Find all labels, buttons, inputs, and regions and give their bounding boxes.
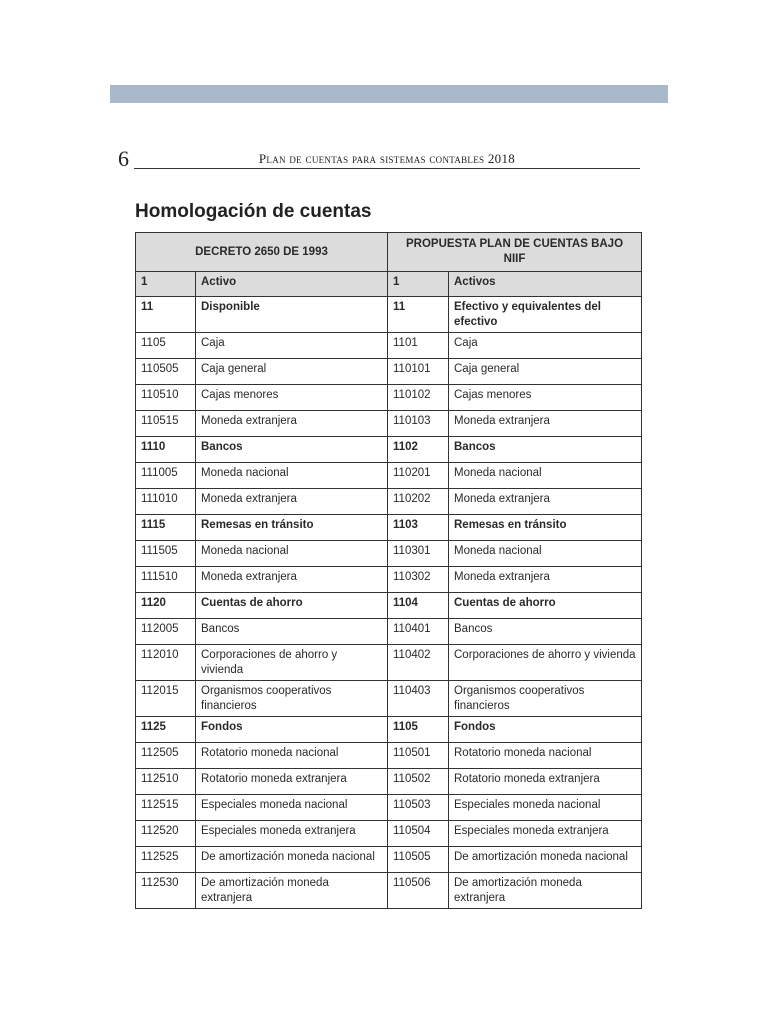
cell-name-right: De amortización moneda extranjera: [449, 873, 642, 909]
cell-name-right: Bancos: [449, 619, 642, 645]
cell-name-left: Moneda nacional: [196, 541, 388, 567]
cell-code-left: 112505: [136, 743, 196, 769]
cell-name-left: Cuentas de ahorro: [196, 593, 388, 619]
cell-code-right: 110202: [388, 489, 449, 515]
cell-code-right: 110503: [388, 795, 449, 821]
table-row: [136, 795, 642, 821]
cell-code-left: 11: [136, 297, 196, 333]
cell-code-right: 1105: [388, 717, 449, 743]
table-row: [136, 717, 642, 743]
table-row: [136, 645, 642, 681]
cell-code-left: 111010: [136, 489, 196, 515]
table-row: [136, 769, 642, 795]
table-row: [136, 359, 642, 385]
cell-name-right: Efectivo y equivalentes del efectivo: [449, 297, 642, 333]
cell-name-left: Cajas menores: [196, 385, 388, 411]
cell-code-right: 110502: [388, 769, 449, 795]
table-row: [136, 515, 642, 541]
cell-name-left: Caja: [196, 333, 388, 359]
header-propuesta-niif: PROPUESTA PLAN DE CUENTAS BAJO NIIF: [388, 233, 642, 272]
table-subheader-row: [136, 272, 642, 297]
table-row: [136, 593, 642, 619]
cell-code-left: 111510: [136, 567, 196, 593]
table-row: [136, 411, 642, 437]
cell-name-right: Moneda nacional: [449, 463, 642, 489]
cell-code-left: 110510: [136, 385, 196, 411]
cell-code-right: 11: [388, 297, 449, 333]
cell-name-right: Caja general: [449, 359, 642, 385]
cell-code-right: 110504: [388, 821, 449, 847]
cell-code-right: 110402: [388, 645, 449, 681]
cell-name-right: Organismos cooperativos financieros: [449, 681, 642, 717]
cell-code-left: 111505: [136, 541, 196, 567]
cell-code-left: 112520: [136, 821, 196, 847]
cell-code-right: 1104: [388, 593, 449, 619]
cell-name-left: Moneda extranjera: [196, 411, 388, 437]
running-head-rule: [134, 168, 640, 169]
cell-code-left: 112010: [136, 645, 196, 681]
subheader-name-left: Activo: [196, 272, 388, 297]
cell-name-left: Organismos cooperativos financieros: [196, 681, 388, 717]
cell-code-left: 1110: [136, 437, 196, 463]
cell-name-left: Rotatorio moneda extranjera: [196, 769, 388, 795]
running-head: [118, 147, 640, 171]
cell-code-left: 112525: [136, 847, 196, 873]
section-title: Homologación de cuentas: [135, 201, 372, 222]
cell-code-left: 112005: [136, 619, 196, 645]
table-row: [136, 681, 642, 717]
cell-name-right: Moneda extranjera: [449, 411, 642, 437]
cell-name-right: Moneda nacional: [449, 541, 642, 567]
cell-code-right: 1101: [388, 333, 449, 359]
table-row: [136, 619, 642, 645]
cell-name-left: Disponible: [196, 297, 388, 333]
cell-name-left: De amortización moneda extranjera: [196, 873, 388, 909]
cell-name-left: Moneda nacional: [196, 463, 388, 489]
cell-code-left: 1105: [136, 333, 196, 359]
cell-code-right: 110101: [388, 359, 449, 385]
cell-code-left: 1120: [136, 593, 196, 619]
cell-code-right: 110302: [388, 567, 449, 593]
cell-name-left: Caja general: [196, 359, 388, 385]
cell-code-left: 1115: [136, 515, 196, 541]
cell-code-left: 112530: [136, 873, 196, 909]
cell-code-right: 110505: [388, 847, 449, 873]
table-row: [136, 873, 642, 909]
table-row: [136, 821, 642, 847]
cell-name-right: Fondos: [449, 717, 642, 743]
cell-name-left: Remesas en tránsito: [196, 515, 388, 541]
cell-code-right: 1102: [388, 437, 449, 463]
cell-name-right: Especiales moneda extranjera: [449, 821, 642, 847]
cell-name-right: Rotatorio moneda nacional: [449, 743, 642, 769]
running-head-title: Plan de cuentas para sistemas contables 2018: [258, 151, 516, 166]
table-row: [136, 463, 642, 489]
table-row: [136, 437, 642, 463]
table-row: [136, 567, 642, 593]
table-row: [136, 385, 642, 411]
table-row: [136, 743, 642, 769]
cell-name-right: Caja: [449, 333, 642, 359]
cell-name-left: Fondos: [196, 717, 388, 743]
subheader-code-right: 1: [388, 272, 449, 297]
header-decreto: DECRETO 2650 DE 1993: [136, 233, 388, 272]
cell-code-left: 112515: [136, 795, 196, 821]
cell-name-right: Cajas menores: [449, 385, 642, 411]
cell-name-right: De amortización moneda nacional: [449, 847, 642, 873]
cell-name-left: Bancos: [196, 619, 388, 645]
table-row: [136, 541, 642, 567]
cell-name-right: Especiales moneda nacional: [449, 795, 642, 821]
cell-name-left: Rotatorio moneda nacional: [196, 743, 388, 769]
cell-code-right: 110401: [388, 619, 449, 645]
cell-name-right: Rotatorio moneda extranjera: [449, 769, 642, 795]
cell-code-right: 110201: [388, 463, 449, 489]
cell-code-left: 110515: [136, 411, 196, 437]
subheader-code-left: 1: [136, 272, 196, 297]
table-row: [136, 333, 642, 359]
homologation-table: [135, 232, 642, 909]
table-row: [136, 297, 642, 333]
cell-code-left: 1125: [136, 717, 196, 743]
cell-code-left: 112510: [136, 769, 196, 795]
cell-code-right: 110506: [388, 873, 449, 909]
cell-name-right: Corporaciones de ahorro y vivienda: [449, 645, 642, 681]
cell-code-right: 110103: [388, 411, 449, 437]
cell-name-left: Moneda extranjera: [196, 489, 388, 515]
cell-name-left: De amortización moneda nacional: [196, 847, 388, 873]
cell-name-left: Especiales moneda extranjera: [196, 821, 388, 847]
cell-name-left: Moneda extranjera: [196, 567, 388, 593]
cell-code-right: 1103: [388, 515, 449, 541]
table-body: [136, 297, 642, 909]
cell-name-left: Corporaciones de ahorro y vivienda: [196, 645, 388, 681]
cell-code-right: 110403: [388, 681, 449, 717]
table-row: [136, 489, 642, 515]
cell-code-right: 110102: [388, 385, 449, 411]
cell-code-left: 110505: [136, 359, 196, 385]
cell-code-right: 110301: [388, 541, 449, 567]
cell-code-left: 111005: [136, 463, 196, 489]
cell-code-left: 112015: [136, 681, 196, 717]
cell-name-right: Bancos: [449, 437, 642, 463]
table-row: [136, 847, 642, 873]
cell-name-right: Moneda extranjera: [449, 567, 642, 593]
top-color-band: [110, 85, 668, 103]
cell-name-left: Bancos: [196, 437, 388, 463]
cell-name-left: Especiales moneda nacional: [196, 795, 388, 821]
cell-name-right: Remesas en tránsito: [449, 515, 642, 541]
subheader-name-right: Activos: [449, 272, 642, 297]
cell-name-right: Moneda extranjera: [449, 489, 642, 515]
cell-name-right: Cuentas de ahorro: [449, 593, 642, 619]
page-number: 6: [118, 146, 129, 171]
cell-code-right: 110501: [388, 743, 449, 769]
table-header-row: [136, 233, 642, 272]
